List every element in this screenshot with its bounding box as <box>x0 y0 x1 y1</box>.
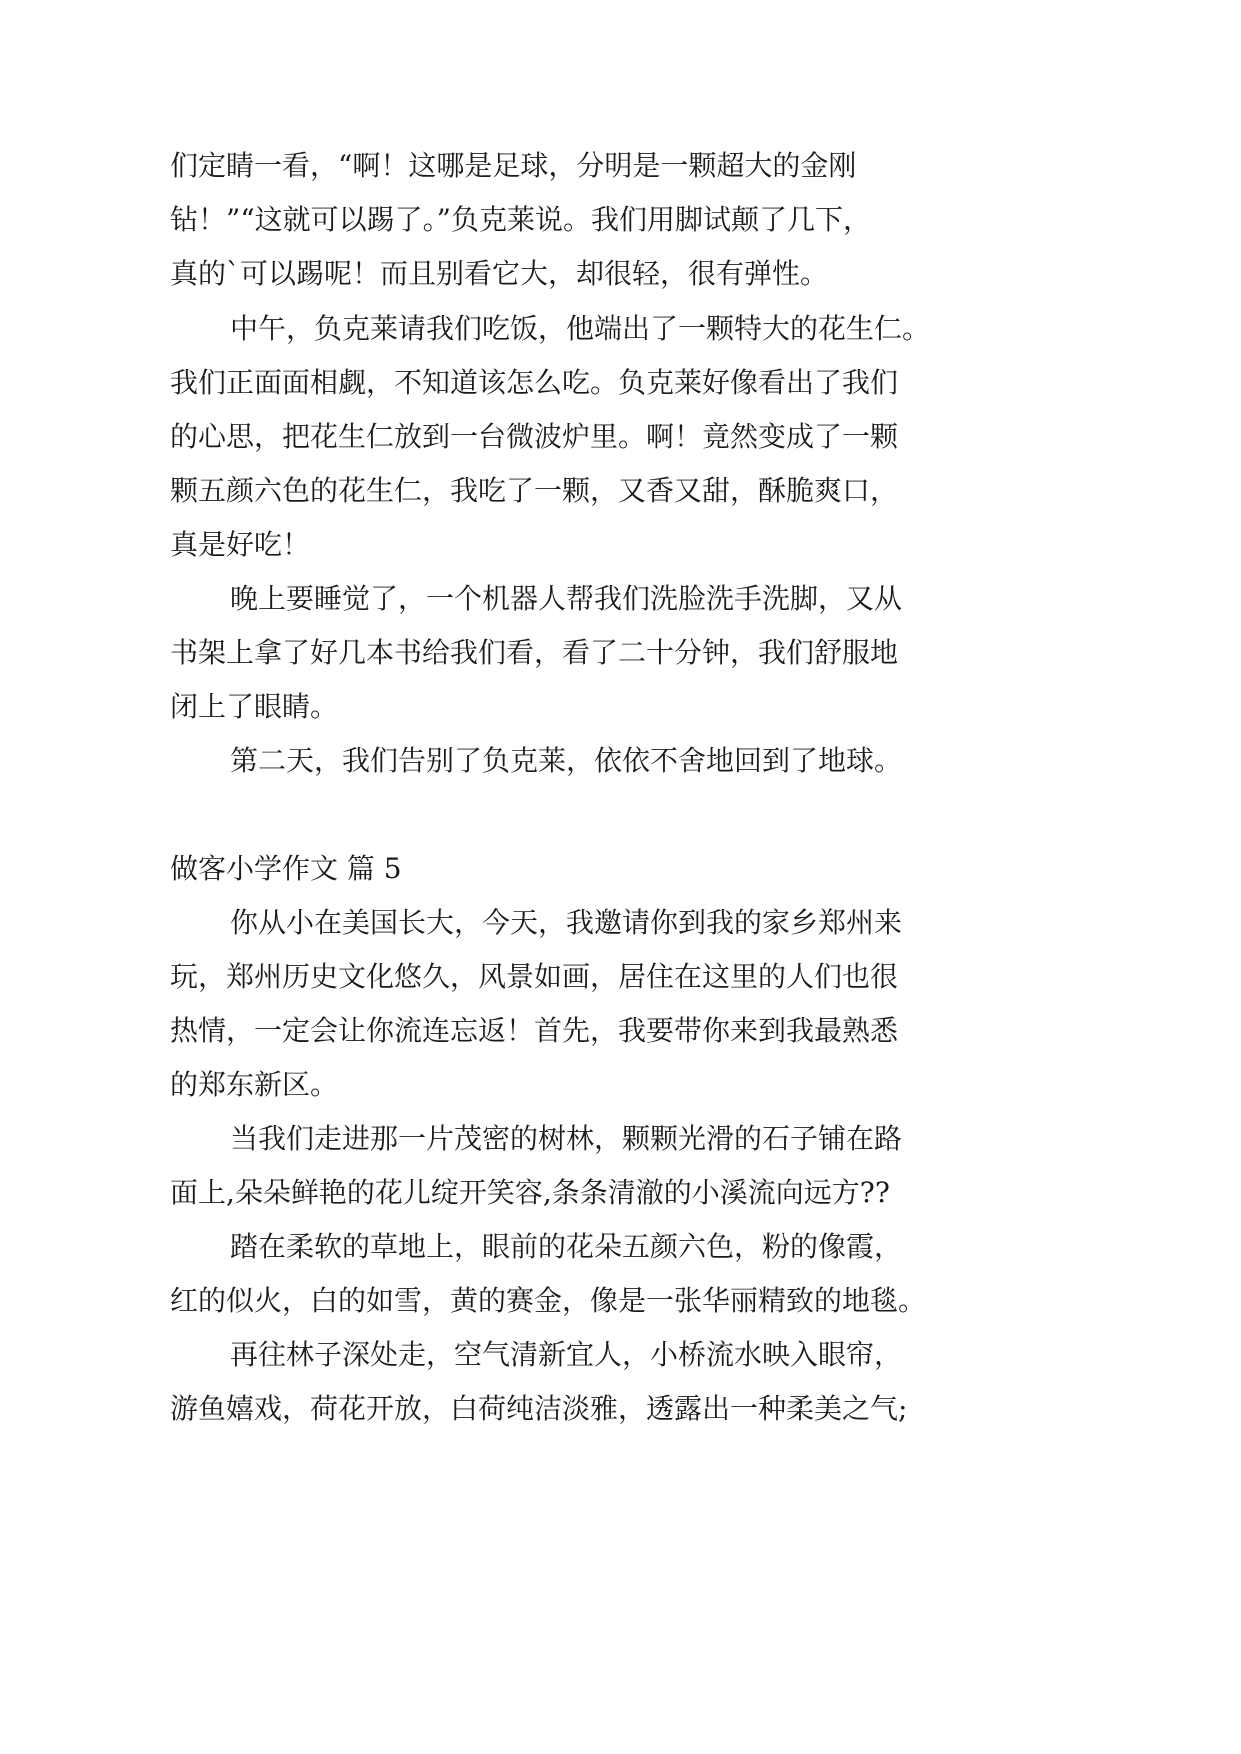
text-line: 颗五颜六色的花生仁，我吃了一颗，又香又甜，酥脆爽口， <box>170 474 899 507</box>
paragraph-first-line: 踏在柔软的草地上，眼前的花朵五颜六色，粉的像霞， <box>230 1230 903 1263</box>
text-line: 真的`可以踢呢！而且别看它大，却很轻，很有弹性。 <box>170 257 829 290</box>
text-line: 热情，一定会让你流连忘返！首先，我要带你来到我最熟悉 <box>170 1014 899 1047</box>
text-line: 玩，郑州历史文化悠久，风景如画，居住在这里的人们也很 <box>170 960 899 993</box>
paragraph-first-line: 第二天，我们告别了负克莱，依依不舍地回到了地球。 <box>230 744 903 777</box>
paragraph-first-line: 中午，负克莱请我们吃饭，他端出了一颗特大的花生仁。 <box>230 312 931 345</box>
text-line: 的心思，把花生仁放到一台微波炉里。啊！竟然变成了一颗 <box>170 420 899 453</box>
text-line: 真是好吃！ <box>170 528 311 561</box>
section-heading: 做客小学作文 篇 5 <box>170 852 402 885</box>
text-line: 红的似火，白的如雪，黄的赛金，像是一张华丽精致的地毯。 <box>170 1284 927 1317</box>
text-line: 我们正面面相觑，不知道该怎么吃。负克莱好像看出了我们 <box>170 366 899 399</box>
text-line: 钻！”“这就可以踢了。”负克莱说。我们用脚试颠了几下， <box>170 203 871 236</box>
paragraph-first-line: 当我们走进那一片茂密的树林，颗颗光滑的石子铺在路 <box>230 1122 903 1155</box>
paragraph-first-line: 晚上要睡觉了，一个机器人帮我们洗脸洗手洗脚，又从 <box>230 582 903 615</box>
text-line: 的郑东新区。 <box>170 1068 339 1101</box>
paragraph-first-line: 你从小在美国长大，今天，我邀请你到我的家乡郑州来 <box>230 906 903 939</box>
text-line: 面上,朵朵鲜艳的花儿绽开笑容,条条清澈的小溪流向远方?? <box>170 1176 890 1209</box>
text-line: 们定睛一看，“啊！这哪是足球，分明是一颗超大的金刚 <box>170 149 857 182</box>
paragraph-first-line: 再往林子深处走，空气清新宜人，小桥流水映入眼帘， <box>230 1338 903 1371</box>
text-line: 闭上了眼睛。 <box>170 690 339 723</box>
text-line: 游鱼嬉戏，荷花开放，白荷纯洁淡雅，透露出一种柔美之气; <box>170 1392 908 1425</box>
text-line: 书架上拿了好几本书给我们看，看了二十分钟，我们舒服地 <box>170 636 899 669</box>
